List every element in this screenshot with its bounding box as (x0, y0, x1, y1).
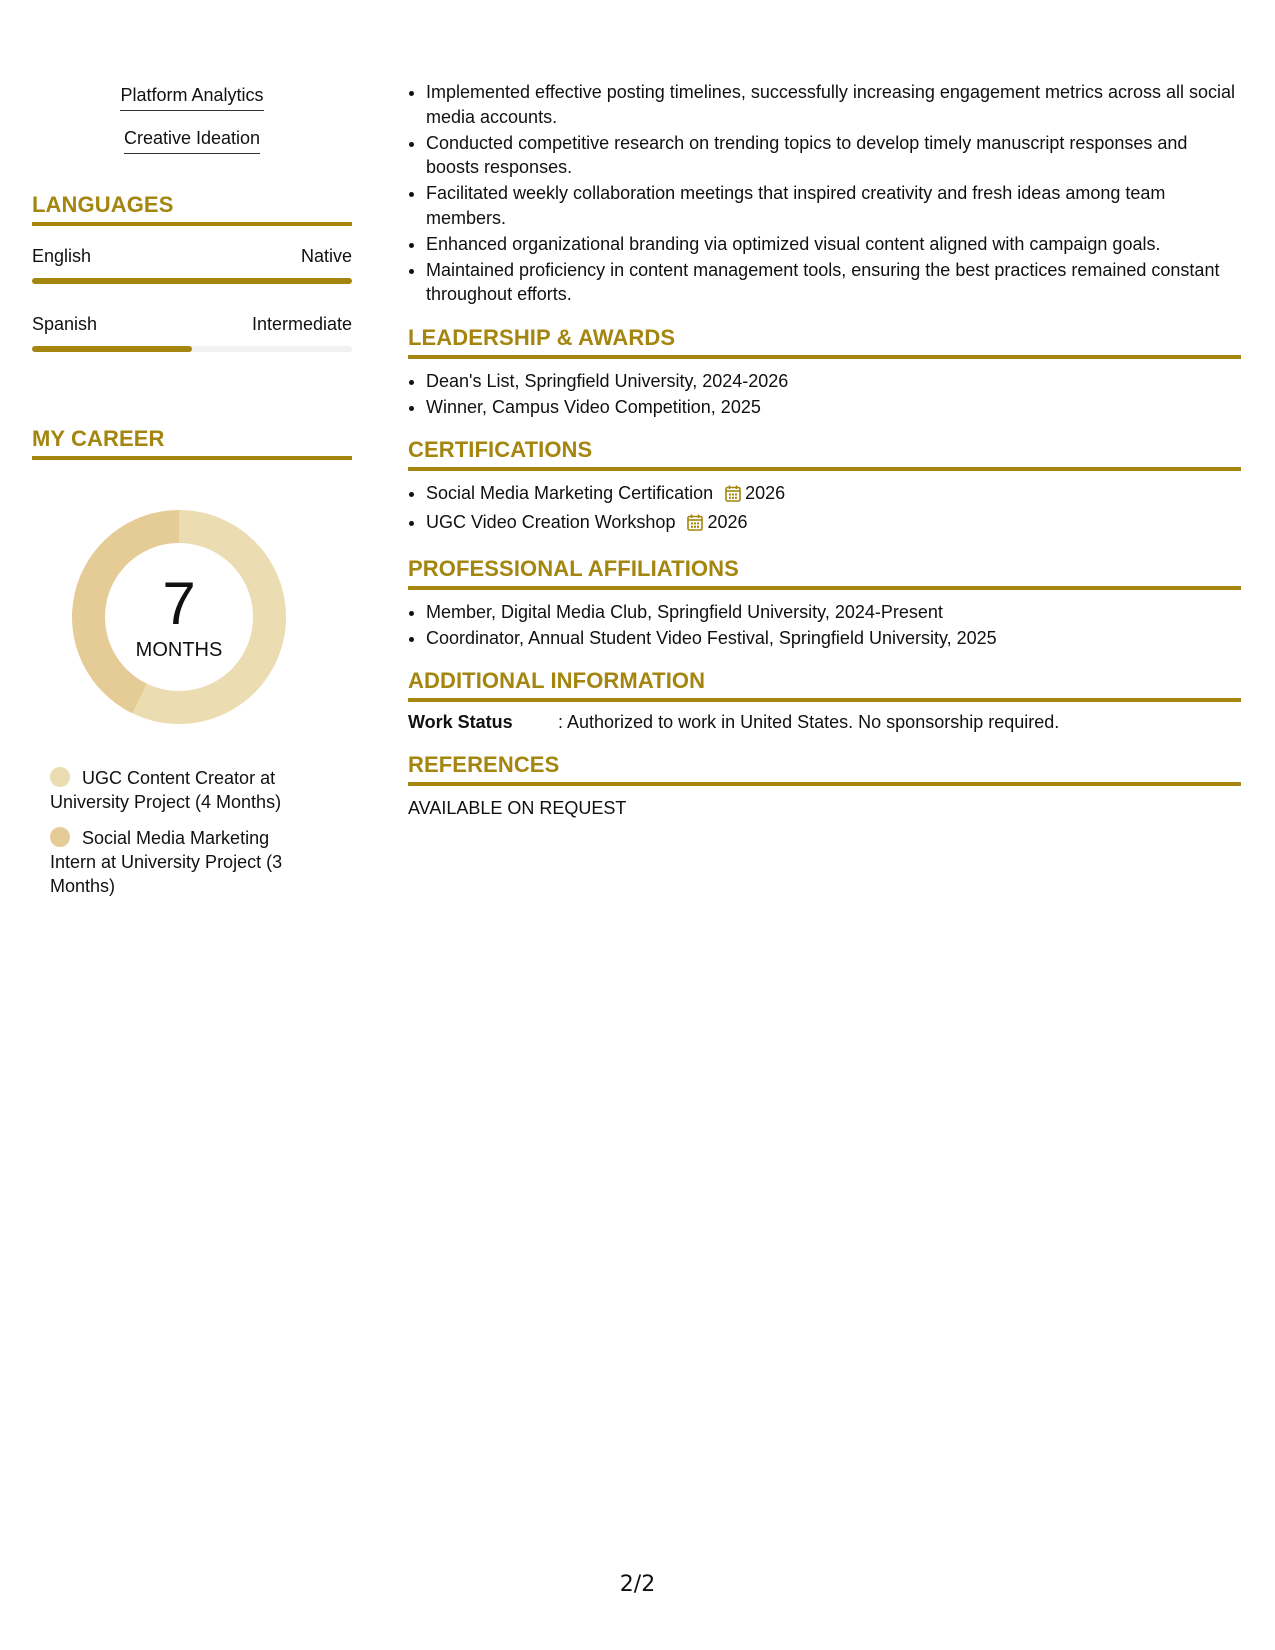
certifications-heading: CERTIFICATIONS (408, 437, 1241, 471)
list-item: • Winner, Campus Video Competition, 2025 (426, 395, 1241, 420)
career-total-unit: MONTHS (135, 639, 223, 661)
language-spanish (32, 312, 352, 352)
language-proficiency-fill (32, 278, 352, 284)
list-item: • Facilitated weekly collaboration meetings that inspired creativity and fresh ideas among team members. (426, 181, 1241, 230)
list-item: • Maintained proficiency in content management tools, ensuring the best practices remained constant throughout efforts. (426, 258, 1241, 307)
calendar-icon (725, 484, 741, 509)
legend-label: Social Media Marketing Intern at University Project (3 Months) (50, 828, 283, 896)
certification-item (426, 481, 1241, 509)
legend-dot (50, 827, 70, 847)
additional-heading: ADDITIONAL INFORMATION (408, 668, 1241, 702)
work-status-value: : Authorized to work in United States. No sponsorship required. (558, 712, 1060, 732)
list-item: • Conducted competitive research on trending topics to develop timely manuscript responses and boosts responses. (426, 131, 1241, 180)
language-proficiency-bar (32, 346, 352, 352)
legend-dot (50, 767, 70, 787)
right-column (408, 80, 1241, 820)
leadership-section (408, 325, 1241, 420)
certification-year: 2026 (707, 512, 748, 532)
career-legend (50, 766, 310, 898)
career-section (32, 426, 352, 898)
page-number: 2/2 (619, 1572, 656, 1597)
certification-year: 2026 (745, 483, 786, 503)
legend-item (50, 766, 310, 814)
skills-list (32, 82, 352, 154)
calendar-icon (687, 513, 703, 538)
leadership-heading: LEADERSHIP & AWARDS (408, 325, 1241, 359)
list-item: • Implemented effective posting timelines, successfully increasing engagement metrics across all social media accounts. (426, 80, 1241, 129)
list-item: • Member, Digital Media Club, Springfield University, 2024-Present (426, 600, 1241, 625)
skill-item: Creative Ideation (124, 125, 260, 154)
list-item: • Dean's List, Springfield University, 2024-2026 (426, 369, 1241, 394)
additional-section (408, 668, 1241, 734)
list-item: • Enhanced organizational branding via optimized visual content aligned with campaign goals. (426, 232, 1241, 257)
certification-item (426, 510, 1241, 538)
affiliations-heading: PROFESSIONAL AFFILIATIONS (408, 556, 1241, 590)
legend-label: UGC Content Creator at University Project (4 Months) (50, 768, 282, 812)
language-name: Spanish (32, 314, 98, 334)
donut-center (64, 502, 294, 732)
work-status-label: Work Status (408, 712, 513, 732)
language-proficiency-bar (32, 278, 352, 284)
legend-item (50, 826, 310, 898)
left-column (32, 82, 352, 910)
certifications-section (408, 437, 1241, 538)
references-heading: REFERENCES (408, 752, 1241, 786)
language-proficiency-fill (32, 346, 192, 352)
references-text: AVAILABLE ON REQUEST (408, 798, 627, 818)
certification-name: UGC Video Creation Workshop (426, 512, 676, 532)
language-name: English (32, 246, 92, 266)
certification-name: Social Media Marketing Certification (426, 483, 714, 503)
career-donut-chart (64, 502, 294, 732)
work-status-row (408, 710, 1241, 734)
experience-bullets (408, 80, 1241, 307)
list-item: • Coordinator, Annual Student Video Festival, Springfield University, 2025 (426, 626, 1241, 651)
career-heading: MY CAREER (32, 426, 352, 460)
references-section (408, 752, 1241, 820)
skill-item: Platform Analytics (120, 82, 263, 111)
languages-section (32, 192, 352, 352)
languages-heading: LANGUAGES (32, 192, 352, 226)
affiliations-section (408, 556, 1241, 651)
language-level: Intermediate (251, 314, 352, 334)
career-total-value: 7 (162, 570, 196, 637)
language-level: Native (300, 246, 352, 266)
language-english (32, 244, 352, 284)
